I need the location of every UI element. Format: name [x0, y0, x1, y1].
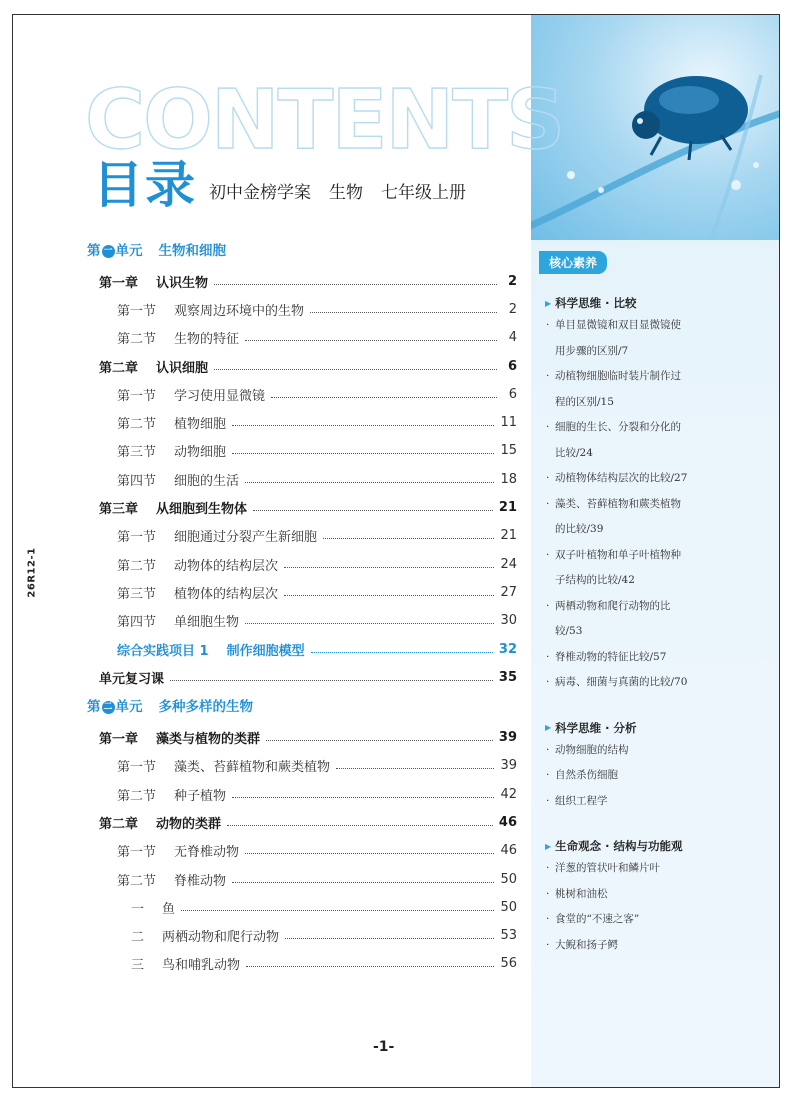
- literacy-item: · 单目显微镜和双目显微镜使: [546, 319, 681, 331]
- literacy-item-cont: 较/53: [555, 625, 583, 637]
- leader-dots: [266, 740, 493, 741]
- leader-dots: [271, 397, 497, 398]
- literacy-item: · 病毒、细菌与真菌的比较/70: [546, 676, 688, 688]
- toc-page-number: 11: [500, 415, 517, 431]
- toc-page-number: 30: [500, 613, 517, 629]
- literacy-item: · 藻类、苔藓植物和蕨类植物: [546, 497, 681, 510]
- leader-dots: [245, 853, 494, 854]
- page-number: -1-: [373, 1039, 395, 1055]
- toc-row[interactable]: [87, 865, 517, 893]
- toc-entry-label: 第三节 植物体的结构层次: [117, 586, 279, 602]
- toc-entry-label: 第一节 藻类、苔藓植物和蕨类植物: [117, 760, 331, 776]
- toc-entry-label: 第二章 认识细胞: [99, 360, 209, 376]
- toc-row[interactable]: [87, 893, 517, 921]
- leader-dots: [285, 938, 494, 939]
- literacy-item: · 动物细胞的结构: [546, 743, 629, 756]
- toc-page-number: 46: [498, 814, 517, 830]
- toc-page-number: 24: [500, 556, 517, 572]
- toc-entry-label: 第二节 脊椎动物: [117, 873, 227, 889]
- leader-dots: [170, 680, 493, 681]
- leader-dots: [284, 567, 494, 568]
- toc-row[interactable]: [87, 493, 517, 521]
- triangle-bullet-icon: ▶: [545, 723, 552, 732]
- toc-entry-label: 第二节 植物细胞: [117, 417, 227, 433]
- unit-heading-2: 第 二 单元 多种多样的生物: [87, 699, 253, 716]
- toc-row[interactable]: [87, 267, 517, 295]
- toc-page-number: 50: [500, 871, 517, 887]
- leader-dots: [181, 910, 494, 911]
- toc-entry-label: 三 鸟和哺乳动物: [131, 958, 241, 974]
- literacy-item: · 两栖动物和爬行动物的比: [546, 599, 671, 612]
- toc-page-number: 27: [500, 584, 517, 600]
- toc-page-number: 39: [500, 758, 517, 774]
- group-analysis: [545, 718, 771, 815]
- toc-page-number: 18: [500, 471, 517, 487]
- leader-dots: [311, 652, 493, 653]
- book-subtitle: 初中金榜学案 生物 七年级上册: [209, 183, 466, 203]
- toc-page-number: 6: [507, 358, 517, 374]
- toc-row[interactable]: [87, 950, 517, 978]
- toc-page-number: 50: [500, 899, 517, 915]
- toc-entry-label: 第一节 学习使用显微镜: [117, 388, 266, 404]
- toc-entry-label: 单元复习课: [99, 671, 165, 687]
- toc-page-number: 21: [500, 528, 517, 544]
- group-heading: ▶ 科学思维 · 分析: [545, 720, 637, 735]
- toc-row[interactable]: [87, 437, 517, 465]
- triangle-bullet-icon: ▶: [545, 298, 552, 308]
- toc-row[interactable]: [87, 723, 517, 751]
- unit-heading-1: 第 一 单元 生物和细胞: [87, 243, 226, 259]
- leader-dots: [323, 538, 494, 539]
- table-of-contents: [87, 237, 517, 978]
- toc-row[interactable]: [87, 663, 517, 691]
- toc-row[interactable]: [87, 922, 517, 950]
- toc-page-number: 53: [500, 928, 517, 944]
- toc-entry-label: 第二节 生物的特征: [117, 332, 240, 348]
- toc-entry-label: 第一章 认识生物: [99, 275, 209, 291]
- core-literacy-panel: [531, 15, 780, 1087]
- toc-row[interactable]: [87, 522, 517, 550]
- leader-dots: [245, 623, 494, 624]
- literacy-item-cont: 比较/24: [555, 446, 593, 459]
- toc-entry-label: 第四节 细胞的生活: [117, 473, 240, 489]
- contents-watermark: CONTENTS: [85, 73, 564, 168]
- ladybug-illustration: [531, 15, 780, 240]
- toc-entry-label: 第二节 种子植物: [117, 788, 227, 804]
- leader-dots: [253, 510, 493, 511]
- literacy-item: · 食堂的“不速之客”: [546, 913, 640, 925]
- toc-row[interactable]: [87, 352, 517, 380]
- toc-entry-label: 第三章 从细胞到生物体: [99, 502, 248, 518]
- toc-page-number: 42: [500, 786, 517, 802]
- toc-row[interactable]: [87, 465, 517, 493]
- literacy-item: · 自然杀伤细胞: [546, 769, 618, 781]
- literacy-item: · 大鲵和扬子鳄: [546, 938, 618, 951]
- literacy-item-cont: 子结构的比较/42: [555, 574, 635, 586]
- ladybug-photo: [531, 15, 780, 240]
- literacy-item: · 双子叶植物和单子叶植物种: [546, 548, 681, 561]
- toc-page-number: 2: [507, 273, 517, 289]
- leader-dots: [214, 369, 497, 370]
- toc-row[interactable]: [87, 578, 517, 606]
- literacy-item: · 组织工程学: [546, 794, 608, 807]
- leader-dots: [232, 453, 494, 454]
- literacy-item-cont: 的比较/39: [555, 523, 604, 535]
- toc-page-number: 6: [508, 386, 517, 402]
- leader-dots: [284, 595, 494, 596]
- toc-row[interactable]: [87, 295, 517, 323]
- toc-entry-label: 第二章 动物的类群: [99, 816, 222, 832]
- group-structure-function: [545, 836, 771, 958]
- toc-row[interactable]: [87, 380, 517, 408]
- toc-page-number: 35: [498, 669, 517, 685]
- toc-row[interactable]: [87, 408, 517, 436]
- leader-dots: [245, 482, 494, 483]
- toc-entry-label: 一 鱼: [131, 901, 176, 917]
- literacy-item: · 动植物体结构层次的比较/27: [546, 472, 688, 484]
- toc-row[interactable]: [87, 780, 517, 808]
- toc-row[interactable]: [87, 752, 517, 780]
- toc-page-number: 21: [498, 500, 517, 516]
- literacy-item: · 脊椎动物的特征比较/57: [546, 650, 667, 663]
- leader-dots: [245, 340, 497, 341]
- literacy-item: · 桃树和油松: [546, 887, 608, 900]
- leader-dots: [214, 284, 497, 285]
- toc-entry-label: 二 两栖动物和爬行动物: [131, 930, 280, 946]
- leader-dots: [246, 966, 494, 967]
- leader-dots: [336, 768, 494, 769]
- unit2-rows: [87, 723, 517, 978]
- triangle-bullet-icon: ▶: [545, 841, 552, 851]
- toc-entry-label: 第一节 无脊椎动物: [117, 845, 240, 861]
- page-frame: [12, 14, 780, 1088]
- toc-page-number: 15: [500, 443, 517, 459]
- leader-dots: [232, 882, 494, 883]
- unit1-rows: [87, 267, 517, 691]
- leader-dots: [227, 825, 493, 826]
- toc-page-number: 2: [508, 301, 517, 317]
- group-heading: ▶ 生命观念 · 结构与功能观: [545, 839, 683, 853]
- toc-entry-label: 第四节 单细胞生物: [117, 615, 240, 631]
- literacy-item: · 动植物细胞临时装片制作过: [546, 370, 681, 382]
- toc-row[interactable]: [87, 607, 517, 635]
- toc-row[interactable]: [87, 550, 517, 578]
- literacy-item-cont: 用步骤的区别/7: [555, 344, 629, 357]
- toc-row[interactable]: [87, 635, 517, 663]
- toc-row[interactable]: [87, 324, 517, 352]
- toc-page-number: 46: [500, 843, 517, 859]
- group-heading: ▶ 科学思维 · 比较: [545, 296, 637, 310]
- page-title: 目录: [93, 156, 197, 214]
- core-literacy-badge: 核心素养: [539, 251, 607, 274]
- side-code: 26R12-1: [26, 547, 38, 598]
- literacy-item: · 洋葱的管状叶和鳞片叶: [546, 862, 660, 874]
- toc-page-number: 39: [498, 730, 517, 746]
- toc-entry-label: 第二节 动物体的结构层次: [117, 558, 279, 574]
- toc-row[interactable]: [87, 808, 517, 836]
- toc-entry-label: 第三节 动物细胞: [117, 445, 227, 461]
- toc-page-number: 32: [498, 641, 517, 657]
- toc-entry-label: 第一节 细胞通过分裂产生新细胞: [117, 530, 318, 546]
- toc-entry-label: 第一章 藻类与植物的类群: [99, 732, 261, 748]
- toc-entry-label: 第一节 观察周边环境中的生物: [117, 303, 305, 319]
- literacy-groups: [545, 293, 771, 980]
- toc-row[interactable]: [87, 837, 517, 865]
- literacy-item-cont: 程的区别/15: [555, 395, 614, 408]
- leader-dots: [232, 425, 494, 426]
- leader-dots: [310, 312, 497, 313]
- group-comparison: [545, 293, 771, 696]
- toc-page-number: 4: [508, 330, 517, 346]
- toc-page-number: 56: [500, 956, 517, 972]
- toc-entry-label: 综合实践项目 1 制作细胞模型: [117, 643, 305, 659]
- literacy-item: · 细胞的生长、分裂和分化的: [546, 421, 681, 433]
- leader-dots: [232, 797, 494, 798]
